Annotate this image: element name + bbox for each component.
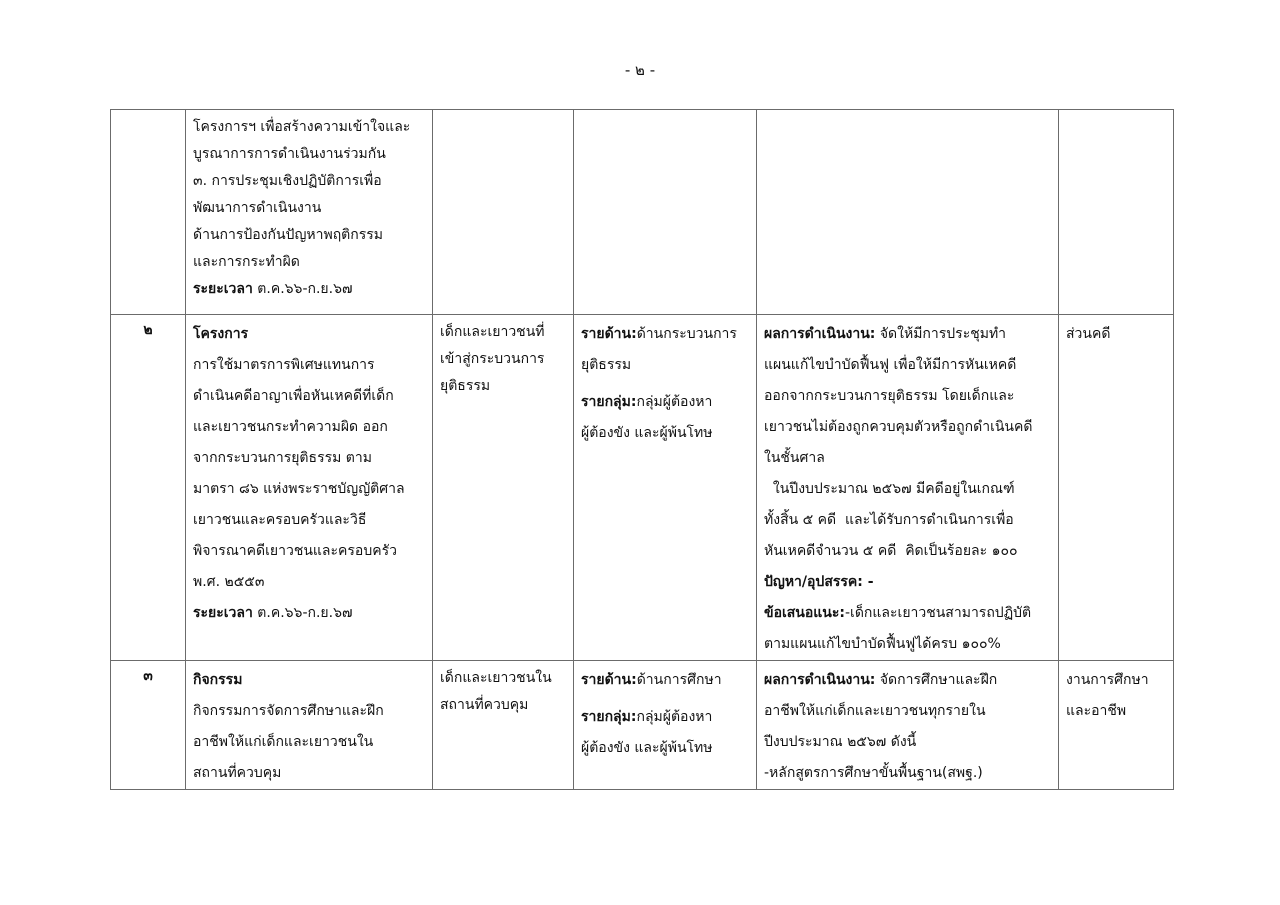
- project-line: เยาวชนและครอบครัวและวิธี: [193, 512, 367, 528]
- suggest-line: [764, 598, 1051, 629]
- cell-no: [111, 315, 186, 661]
- period-label: ระยะเวลา: [193, 281, 253, 297]
- cell-owner: [1059, 315, 1174, 661]
- cell-result: [757, 661, 1059, 790]
- period-line: [193, 598, 425, 629]
- project-line: จากกระบวนการยุติธรรม ตาม: [193, 450, 372, 466]
- target-line: เข้าสู่กระบวนการ: [440, 351, 545, 367]
- cell-target: [433, 315, 574, 661]
- cell-owner: [1059, 110, 1174, 315]
- group-value: กลุ่มผู้ต้องหา: [636, 394, 713, 410]
- owner-line: ส่วนคดี: [1066, 326, 1111, 342]
- period-label: ระยะเวลา: [193, 605, 253, 621]
- row-number: ๓: [143, 668, 153, 684]
- cell-result: [757, 110, 1059, 315]
- aspect-value: ด้านกระบวนการ: [636, 326, 737, 342]
- table-row-3: [111, 661, 1174, 790]
- cell-project: [186, 661, 433, 790]
- group-value: กลุ่มผู้ต้องหา: [636, 709, 713, 725]
- result-value: จัดการศึกษาและฝึก: [875, 672, 998, 688]
- suggest-line: ตามแผนแก้ไขบำบัดฟื้นฟูได้ครบ ๑๐๐%: [764, 636, 1001, 652]
- result-line: -หลักสูตรการศึกษาขั้นพื้นฐาน(สพฐ.): [764, 765, 983, 781]
- result-value: จัดให้มีการประชุมทำ: [875, 326, 1007, 342]
- group-line: ผู้ต้องขัง และผู้พ้นโทษ: [581, 425, 713, 441]
- result-line: ทั้งสิ้น ๕ คดี และได้รับการดำเนินการเพื่อ: [764, 512, 1014, 528]
- result-label: ผลการดำเนินงาน:: [764, 672, 876, 688]
- owner-line: และอาชีพ: [1066, 703, 1127, 719]
- project-table: [110, 109, 1174, 790]
- aspect-line: [581, 665, 749, 696]
- project-line: ดำเนินคดีอาญาเพื่อหันเหคดีที่เด็ก: [193, 388, 394, 404]
- result-line: [764, 319, 1051, 350]
- aspect-value: ด้านการศึกษา: [636, 672, 722, 688]
- owner-line: งานการศึกษา: [1066, 672, 1149, 688]
- project-line: การใช้มาตรการพิเศษแทนการ: [193, 357, 375, 373]
- type-label: กิจกรรม: [193, 672, 243, 688]
- result-line: [764, 665, 1051, 696]
- aspect-label: รายด้าน:: [581, 326, 637, 342]
- result-line: อาชีพให้แก่เด็กและเยาวชนทุกรายใน: [764, 703, 986, 719]
- cell-no: [111, 110, 186, 315]
- target-line: เด็กและเยาวชนใน: [440, 670, 552, 686]
- project-line: ๓. การประชุมเชิงปฏิบัติการเพื่อ: [193, 173, 382, 189]
- group-label: รายกลุ่ม:: [581, 709, 637, 725]
- project-line: บูรณาการการดำเนินงานร่วมกัน: [193, 146, 386, 162]
- target-line: เด็กและเยาวชนที่: [440, 324, 545, 340]
- target-line: ยุติธรรม: [440, 378, 491, 394]
- project-line: อาชีพให้แก่เด็กและเยาวชนใน: [193, 734, 374, 750]
- project-line: พัฒนาการดำเนินงาน: [193, 200, 322, 216]
- result-line: ปีงบประมาณ ๒๕๖๗ ดังนี้: [764, 734, 917, 750]
- result-line: เยาวชนไม่ต้องถูกควบคุมตัวหรือถูกดำเนินคดี: [764, 419, 1033, 435]
- cell-owner: [1059, 661, 1174, 790]
- result-label: ผลการดำเนินงาน:: [764, 326, 876, 342]
- group-line: [581, 387, 749, 418]
- table-row-continued: [111, 110, 1174, 315]
- project-line: และเยาวชนกระทำความผิด ออก: [193, 419, 388, 435]
- cell-project: [186, 110, 433, 315]
- page-number: - ๒ -: [624, 61, 656, 79]
- project-line: และการกระทำผิด: [193, 254, 300, 270]
- period-value: ต.ค.๖๖-ก.ย.๖๗: [252, 281, 353, 297]
- period-line: [193, 276, 425, 303]
- cell-result: [757, 315, 1059, 661]
- period-value: ต.ค.๖๖-ก.ย.๖๗: [252, 605, 353, 621]
- cell-target: [433, 110, 574, 315]
- aspect-line: ยุติธรรม: [581, 357, 632, 373]
- table-row-2: [111, 315, 1174, 661]
- group-line: ผู้ต้องขัง และผู้พ้นโทษ: [581, 740, 713, 756]
- problem-line: [764, 567, 1051, 598]
- result-line: ในปีงบประมาณ ๒๕๖๗ มีคดีอยู่ในเกณฑ์: [764, 481, 1015, 497]
- problem-label: ปัญหา/อุปสรรค: [764, 574, 858, 590]
- cell-aspect: [574, 661, 757, 790]
- cell-no: [111, 661, 186, 790]
- cell-project: [186, 315, 433, 661]
- cell-aspect: [574, 315, 757, 661]
- project-line: มาตรา ๘๖ แห่งพระราชบัญญัติศาล: [193, 481, 405, 497]
- suggest-value: -เด็กและเยาวชนสามารถปฏิบัติ: [845, 605, 1032, 621]
- cell-target: [433, 661, 574, 790]
- result-line: แผนแก้ไขบำบัดฟื้นฟู เพื่อให้มีการหันเหคดี: [764, 357, 1017, 373]
- problem-value: : -: [857, 574, 874, 590]
- row-number: ๒: [143, 322, 153, 338]
- group-line: [581, 702, 749, 733]
- result-line: ออกจากกระบวนการยุติธรรม โดยเด็กและ: [764, 388, 1015, 404]
- cell-aspect: [574, 110, 757, 315]
- type-label: โครงการ: [193, 326, 249, 342]
- aspect-label: รายด้าน:: [581, 672, 637, 688]
- project-line: พ.ศ. ๒๕๕๓: [193, 574, 265, 590]
- project-line: ด้านการป้องกันปัญหาพฤติกรรม: [193, 227, 384, 243]
- project-line: สถานที่ควบคุม: [193, 765, 282, 781]
- project-line: โครงการฯ เพื่อสร้างความเข้าใจและ: [193, 119, 411, 135]
- result-line: หันเหคดีจำนวน ๕ คดี คิดเป็นร้อยละ ๑๐๐: [764, 543, 1018, 559]
- target-line: สถานที่ควบคุม: [440, 697, 529, 713]
- project-line: กิจกรรมการจัดการศึกษาและฝึก: [193, 703, 384, 719]
- group-label: รายกลุ่ม:: [581, 394, 637, 410]
- result-line: ในชั้นศาล: [764, 450, 825, 466]
- suggest-label: ข้อเสนอแนะ:: [764, 605, 845, 621]
- project-line: พิจารณาคดีเยาวชนและครอบครัว: [193, 543, 397, 559]
- aspect-line: [581, 319, 749, 350]
